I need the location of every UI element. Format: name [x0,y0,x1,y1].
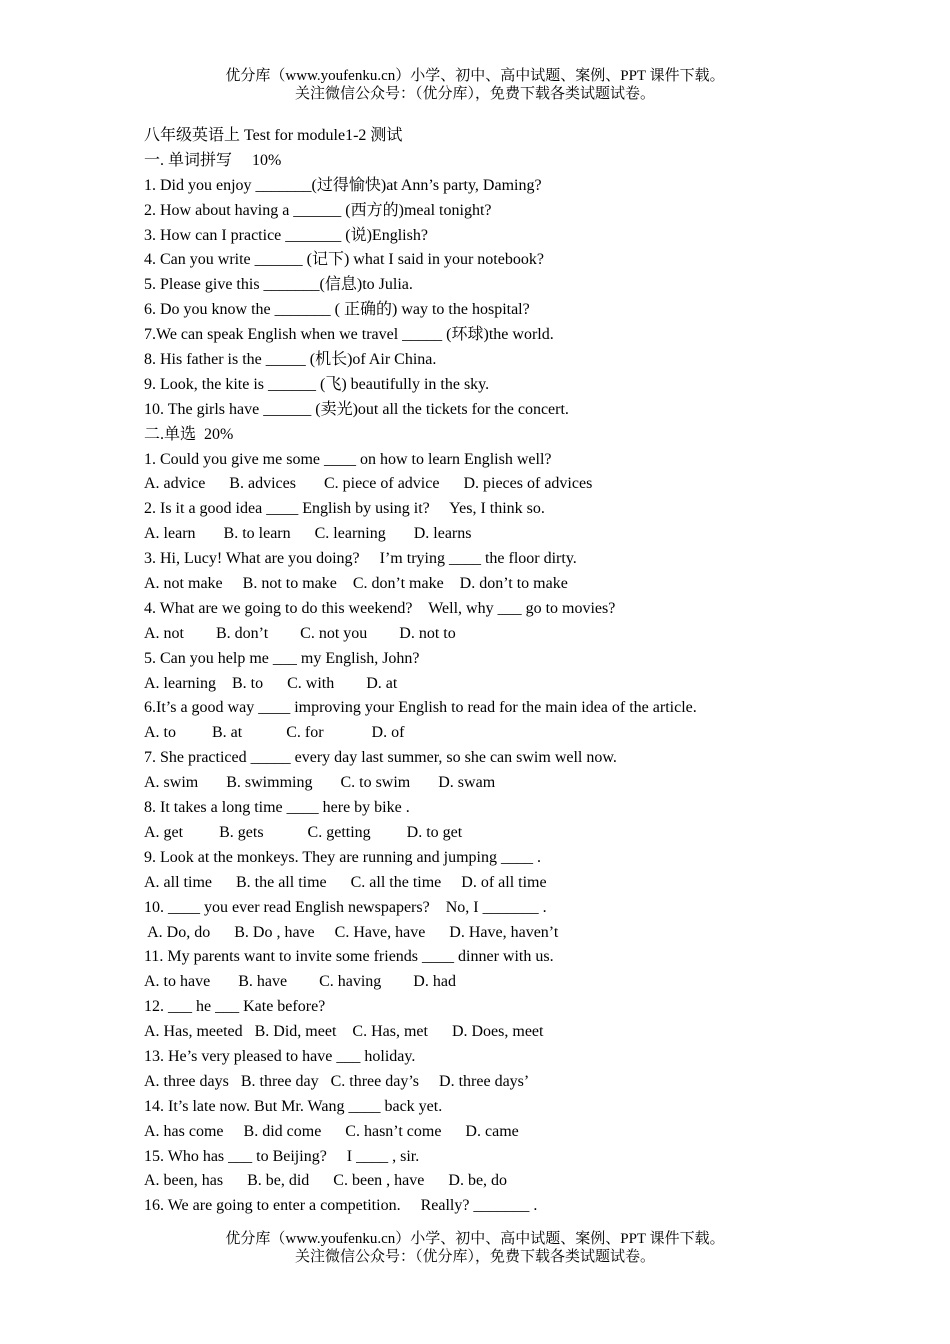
question-line: 15. Who has ___ to Beijing? I ____ , sir. [144,1147,420,1165]
question-line: 4. What are we going to do this weekend? Well, why ___ go to movies? [144,599,616,617]
question-line: 16. We are going to enter a competition. Really? _______ . [144,1197,538,1215]
question-line: 7. She practiced _____ every day last summer, so she can swim well now. [144,749,617,767]
options-line: A. Has, meeted B. Did, meet C. Has, met D. Does, meet [144,1023,544,1041]
options-line: A. learning B. to C. with D. at [144,674,398,692]
test-title: 八年级英语上 Test for module1-2 测试 [144,127,403,144]
footer-line-1: 优分库（www.youfenku.cn）小学、初中、高中试题、案例、PPT 课件下载。 [225,1231,725,1247]
question-line: 4. Can you write ______ (记下) what I said in your notebook? [144,251,544,269]
question-line: 2. How about having a ______ (西方的)meal tonight? [144,201,492,219]
question-line: 8. His father is the _____ (机长)of Air China. [144,351,437,369]
options-line: A. swim B. swimming C. to swim D. swam [144,774,496,792]
question-line: 14. It’s late now. But Mr. Wang ____ back yet. [144,1097,443,1115]
question-line: 2. Is it a good idea ____ English by using it? Yes, I think so. [144,500,545,518]
options-line: A. all time B. the all time C. all the time D. of all time [144,873,547,891]
options-line: A. get B. gets C. getting D. to get [144,823,463,841]
question-line: 7.We can speak English when we travel _____ (环球)the world. [144,326,554,344]
footer-line-2: 关注微信公众号：（优分库），免费下载各类试题试卷。 [294,1249,655,1265]
test-content [144,124,884,1219]
question-line: 3. Hi, Lucy! What are you doing? I’m trying ____ the floor dirty. [144,550,577,568]
question-line: 11. My parents want to invite some friends ____ dinner with us. [144,948,554,966]
question-line: 5. Please give this _______(信息)to Julia. [144,276,413,294]
question-line: 9. Look, the kite is ______ (飞) beautifully in the sky. [144,375,490,393]
question-line: 13. He’s very pleased to have ___ holiday. [144,1047,416,1065]
section-heading-multiple-choice: 二.单选 20% [144,425,234,443]
options-line: A. not make B. not to make C. don’t make D. don’t to make [144,575,568,593]
question-line: 1. Could you give me some ____ on how to learn English well? [144,450,552,468]
question-line: 5. Can you help me ___ my English, John? [144,649,420,667]
page-header [0,67,950,103]
options-line: A. Do, do B. Do , have C. Have, have D. Have, haven’t [144,923,559,941]
question-line: 8. It takes a long time ____ here by bike . [144,799,410,817]
options-line: A. been, has B. be, did C. been , have D. be, do [144,1172,508,1190]
page-footer [0,1230,950,1266]
question-line: 10. The girls have ______ (卖光)out all the tickets for the concert. [144,400,569,418]
options-line: A. advice B. advices C. piece of advice D. pieces of advices [144,475,593,493]
options-line: A. learn B. to learn C. learning D. learns [144,525,472,543]
header-line-1: 优分库（www.youfenku.cn）小学、初中、高中试题、案例、PPT 课件下载。 [225,68,725,84]
options-line: A. has come B. did come C. hasn’t come D. came [144,1122,519,1140]
question-line: 6. Do you know the _______ ( 正确的) way to the hospital? [144,301,530,319]
section-heading-spelling: 一. 单词拼写 10% [144,151,282,169]
options-line: A. not B. don’t C. not you D. not to [144,624,456,642]
question-line: 9. Look at the monkeys. They are running and jumping ____ . [144,848,541,866]
question-line: 10. ____ you ever read English newspapers? No, I _______ . [144,898,547,916]
question-line: 1. Did you enjoy _______(过得愉快)at Ann’s party, Daming? [144,176,542,194]
question-line: 12. ___ he ___ Kate before? [144,998,326,1016]
question-line: 6.It’s a good way ____ improving your English to read for the main idea of the article. [144,699,697,717]
options-line: A. to have B. have C. having D. had [144,973,456,991]
header-line-2: 关注微信公众号：（优分库），免费下载各类试题试卷。 [294,86,655,102]
options-line: A. to B. at C. for D. of [144,724,405,742]
options-line: A. three days B. three day C. three day’s D. three days’ [144,1072,530,1090]
question-line: 3. How can I practice _______ (说)English? [144,226,428,244]
